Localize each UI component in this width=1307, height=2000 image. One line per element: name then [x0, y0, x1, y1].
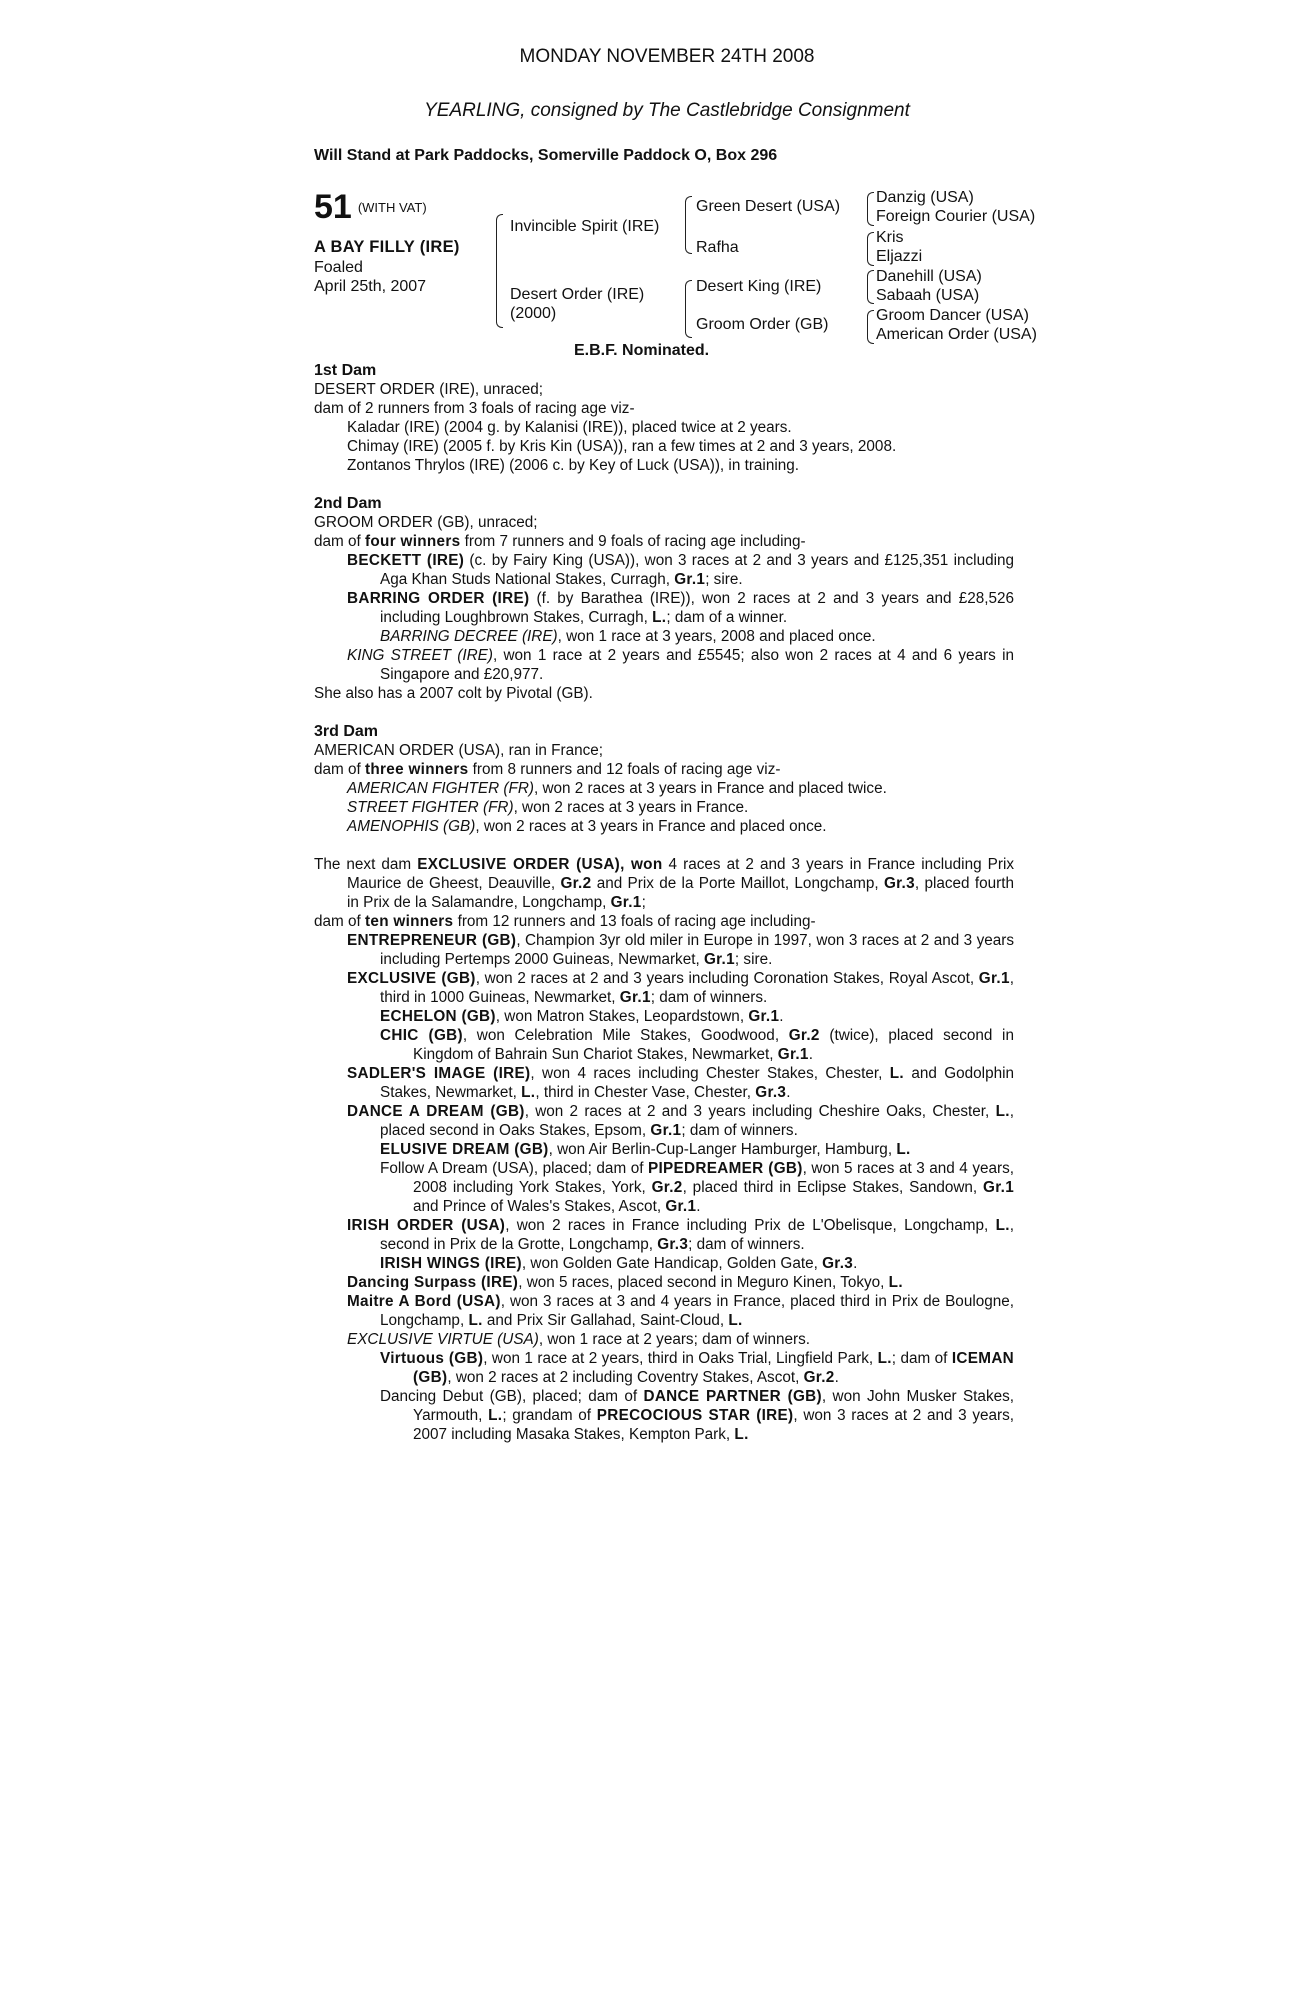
- next-dam-record: dam of ten winners from 12 runners and 13 foals of racing age including-: [314, 913, 816, 930]
- produce-dancing-debut: Dancing Debut (GB), placed; dam of DANCE PARTNER (GB), won John Musker Stakes, Yarmouth, L.; grandam of PRECOCIOUS STAR (IRE), won 3 races at 2 and 3 years, 2007 including Masaka Stakes, Kempton Park, L.: [380, 1388, 1014, 1443]
- third-dam-record: dam of three winners from 8 runners and 12 foals of racing age viz-: [314, 761, 781, 778]
- pedigree-sire-dam: Rafha: [696, 239, 739, 256]
- produce-irish-wings: IRISH WINGS (IRE), won Golden Gate Handicap, Golden Gate, Gr.3.: [380, 1255, 858, 1272]
- lot-num: 51: [314, 188, 352, 226]
- produce-echelon: ECHELON (GB), won Matron Stakes, Leopardstown, Gr.1.: [380, 1008, 784, 1025]
- pedigree-dds: Groom Dancer (USA): [876, 307, 1029, 324]
- produce-virtuous: Virtuous (GB), won 1 race at 2 years, third in Oaks Trial, Lingfield Park, L.; dam of ICEMAN (GB), won 2 races at 2 including Coventry Stakes, Ascot, Gr.2.: [380, 1350, 1015, 1386]
- pedigree-sds: Kris: [876, 229, 904, 246]
- sale-date: MONDAY NOVEMBER 24TH 2008: [519, 46, 815, 67]
- pedigree-dam-dam: Groom Order (GB): [696, 316, 829, 333]
- produce-dance-a-dream: DANCE A DREAM (GB), won 2 races at 2 and 3 years including Cheshire Oaks, Chester, L., placed second in Oaks Stakes, Epsom, Gr.1; dam of winners.: [347, 1103, 1015, 1139]
- pedigree-dam: [510, 285, 644, 323]
- third-dam-heading: 3rd Dam: [314, 723, 379, 740]
- first-dam-heading: 1st Dam: [314, 362, 377, 379]
- produce-street-fighter: STREET FIGHTER (FR), won 2 races at 3 years in France.: [347, 799, 749, 816]
- pedigree-dam-sire: Desert King (IRE): [696, 278, 822, 295]
- third-dam-line: AMERICAN ORDER (USA), ran in France;: [314, 742, 603, 759]
- pedigree-dss: Danehill (USA): [876, 268, 982, 285]
- produce-entrepreneur: ENTREPRENEUR (GB), Champion 3yr old miler in Europe in 1997, won 3 races at 2 and 3 years including Pertemps 2000 Guineas, Newmarket, Gr.1; sire.: [347, 932, 1015, 968]
- produce-amenophis: AMENOPHIS (GB), won 2 races at 3 years in France and placed once.: [347, 818, 827, 835]
- pedigree-dsd: Sabaah (USA): [876, 287, 980, 304]
- pedigree-brace-dd: [867, 310, 874, 344]
- pedigree-ssd: Foreign Courier (USA): [876, 208, 1036, 225]
- pedigree-brace-ds: [867, 270, 874, 304]
- second-dam-record: dam of four winners from 7 runners and 9 foals of racing age including-: [314, 533, 806, 550]
- foaled-date: April 25th, 2007: [314, 278, 427, 295]
- produce-irish-order: IRISH ORDER (USA), won 2 races in France including Prix de L'Obelisque, Longchamp, L., second in Prix de la Grotte, Longchamp, Gr.3; dam of winners.: [347, 1217, 1015, 1253]
- pedigree-brace-sd: [867, 232, 874, 266]
- pedigree-brace-sire: [685, 196, 692, 254]
- produce-zontanos: Zontanos Thrylos (IRE) (2006 c. by Key of Luck (USA)), in training.: [347, 457, 800, 474]
- produce-elusive-dream: ELUSIVE DREAM (GB), won Air Berlin-Cup-Langer Hamburger, Hamburg, L.: [380, 1141, 911, 1158]
- pedigree-sdd: Eljazzi: [876, 248, 923, 265]
- produce-beckett: BECKETT (IRE) (c. by Fairy King (USA)), won 3 races at 2 and 3 years and £125,351 including Aga Khan Studs National Stakes, Curragh, Gr.1; sire.: [347, 552, 1014, 588]
- lot-number: [314, 188, 427, 227]
- stand-location: Will Stand at Park Paddocks, Somerville Paddock O, Box 296: [314, 147, 778, 164]
- pedigree-brace-dam: [685, 280, 692, 338]
- produce-exclusive-virtue: EXCLUSIVE VIRTUE (USA), won 1 race at 2 years; dam of winners.: [347, 1331, 811, 1348]
- horse-name: A BAY FILLY (IRE): [314, 238, 460, 256]
- next-dam-line: The next dam EXCLUSIVE ORDER (USA), won 4 races at 2 and 3 years in France including Prix Maurice de Gheest, Deauville, Gr.2 and Prix de la Porte Maillot, Longchamp, Gr.3, placed fourth in Prix de la Salamandre, Longchamp, Gr.1;: [314, 856, 1015, 911]
- first-dam-line: DESERT ORDER (IRE), unraced;: [314, 381, 543, 398]
- ebf-nominated: E.B.F. Nominated.: [574, 342, 710, 359]
- produce-exclusive: EXCLUSIVE (GB), won 2 races at 2 and 3 years including Coronation Stakes, Royal Ascot, Gr.1, third in 1000 Guineas, Newmarket, Gr.1; dam of winners.: [347, 970, 1014, 1006]
- foaled-info: [314, 258, 426, 296]
- consignment-line: YEARLING, consigned by The Castlebridge Consignment: [424, 100, 910, 121]
- produce-dancing-surpass: Dancing Surpass (IRE), won 5 races, placed second in Meguro Kinen, Tokyo, L.: [347, 1274, 903, 1291]
- pedigree-sire-sire: Green Desert (USA): [696, 198, 841, 215]
- produce-maitre-a-bord: Maitre A Bord (USA), won 3 races at 3 and 4 years in France, placed third in Prix de Boulogne, Longchamp, L. and Prix Sir Gallahad, Saint-Cloud, L.: [347, 1293, 1015, 1329]
- foaled-label: Foaled: [314, 259, 363, 276]
- produce-follow-a-dream: Follow A Dream (USA), placed; dam of PIPEDREAMER (GB), won 5 races at 3 and 4 years, 2008 including York Stakes, York, Gr.2, placed third in Eclipse Stakes, Sandown, Gr.1 and Prince of Wales's Stakes, Ascot, Gr.1.: [380, 1160, 1014, 1215]
- pedigree-brace-main: [496, 214, 503, 328]
- second-dam-line: GROOM ORDER (GB), unraced;: [314, 514, 538, 531]
- second-dam-also: She also has a 2007 colt by Pivotal (GB).: [314, 685, 593, 702]
- produce-chimay: Chimay (IRE) (2005 f. by Kris Kin (USA)), ran a few times at 2 and 3 years, 2008.: [347, 438, 897, 455]
- pedigree-brace-ss: [867, 192, 874, 226]
- pedigree-sire: Invincible Spirit (IRE): [510, 218, 660, 235]
- produce-barring-decree: BARRING DECREE (IRE), won 1 race at 3 years, 2008 and placed once.: [380, 628, 876, 645]
- catalogue-body: [314, 361, 1014, 1444]
- pedigree-ddd: American Order (USA): [876, 326, 1037, 343]
- produce-american-fighter: AMERICAN FIGHTER (FR), won 2 races at 3 years in France and placed twice.: [347, 780, 887, 797]
- produce-sadlers-image: SADLER'S IMAGE (IRE), won 4 races including Chester Stakes, Chester, L. and Godolphin Stakes, Newmarket, L., third in Chester Vase, Chester, Gr.3.: [347, 1065, 1015, 1101]
- produce-chic: CHIC (GB), won Celebration Mile Stakes, Goodwood, Gr.2 (twice), placed second in Kingdom of Bahrain Sun Chariot Stakes, Newmarket, Gr.1.: [380, 1027, 1014, 1063]
- produce-king-street: KING STREET (IRE), won 1 race at 2 years and £5545; also won 2 races at 4 and 6 years in Singapore and £20,977.: [347, 647, 1014, 683]
- second-dam-heading: 2nd Dam: [314, 495, 382, 512]
- pedigree-dam-year: (2000): [510, 305, 557, 322]
- pedigree-sss: Danzig (USA): [876, 189, 974, 206]
- first-dam-record: dam of 2 runners from 3 foals of racing age viz-: [314, 400, 635, 417]
- produce-barring-order: BARRING ORDER (IRE) (f. by Barathea (IRE)), won 2 races at 2 and 3 years and £28,526 including Loughbrown Stakes, Curragh, L.; dam of a winner.: [347, 590, 1014, 626]
- vat-note: (WITH VAT): [357, 200, 427, 215]
- pedigree-dam-name: Desert Order (IRE): [510, 286, 645, 303]
- produce-kaladar: Kaladar (IRE) (2004 g. by Kalanisi (IRE)), placed twice at 2 years.: [347, 419, 792, 436]
